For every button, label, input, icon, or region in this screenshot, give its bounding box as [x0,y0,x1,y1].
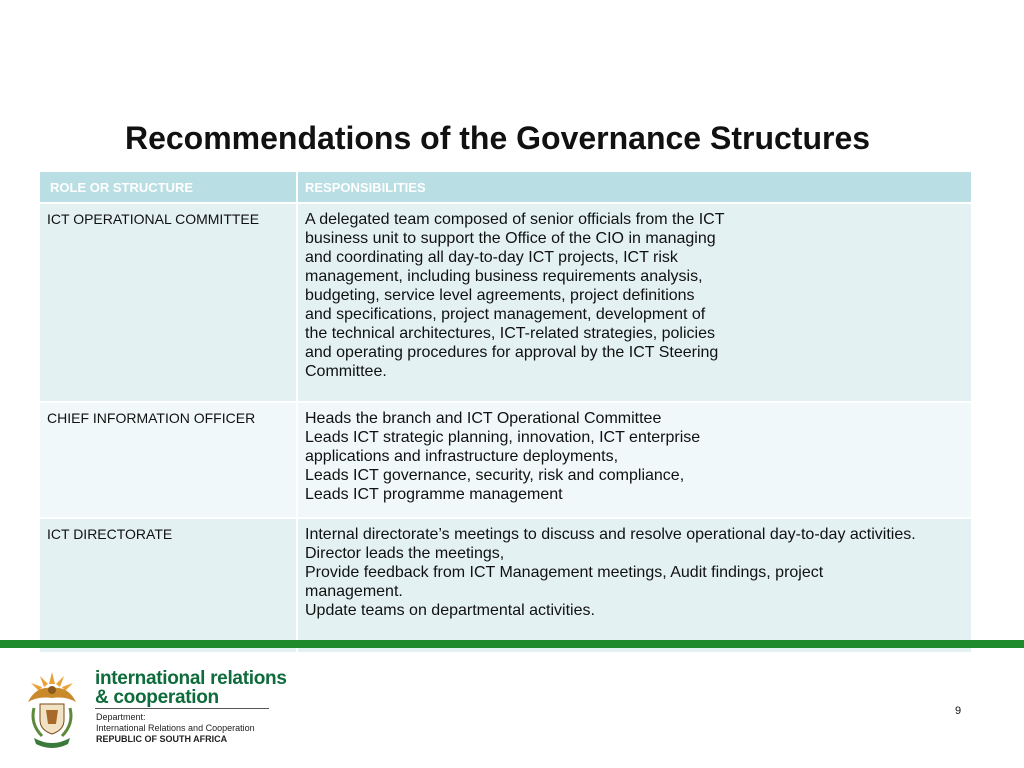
responsibilities-cell [297,402,972,518]
text-line: the technical architectures, ICT-related strategies, policies [305,325,715,342]
text-line: Provide feedback from ICT Management meetings, Audit findings, project [305,564,824,581]
department-label: Department: [96,712,146,722]
brand-name-line2: & cooperation [95,687,219,708]
brand-name-line1: international relations [95,668,287,689]
page-number: 9 [955,705,962,717]
text-line: Leads ICT governance, security, risk and compliance, [305,467,685,484]
role-cell: CHIEF INFORMATION OFFICER [40,402,297,518]
text-line: business unit to support the Office of the CIO in managing [305,230,716,247]
country-name: REPUBLIC OF SOUTH AFRICA [96,734,228,744]
text-line: Committee. [305,363,387,380]
text-line: Heads the branch and ICT Operational Committee [305,410,662,427]
role-cell: ICT DIRECTORATE [40,518,297,653]
table-row [40,518,972,653]
responsibilities-cell [297,203,972,402]
text-line: A delegated team composed of senior officials from the ICT [305,211,725,228]
text-line: management. [305,583,403,600]
footer-accent-bar [0,640,1024,648]
department-block [96,712,255,745]
slide-title: Recommendations of the Governance Structures [124,120,871,156]
text-line: and specifications, project management, development of [305,306,706,323]
text-line: Update teams on departmental activities. [305,602,595,619]
table-header-row [40,172,972,203]
text-line: and operating procedures for approval by the ICT Steering [305,344,719,361]
coat-of-arms-icon [22,668,82,752]
text-line: and coordinating all day-to-day ICT projects, ICT risk [305,249,678,266]
text-line: Leads ICT strategic planning, innovation, ICT enterprise [305,429,701,446]
brand-divider [95,708,269,709]
text-line: budgeting, service level agreements, project definitions [305,287,695,304]
text-line: Director leads the meetings, [305,545,505,562]
text-line: management, including business requirements analysis, [305,268,703,285]
governance-table [40,172,973,654]
table-row [40,203,972,402]
table-row [40,402,972,518]
header-role: ROLE OR STRUCTURE [40,172,297,203]
text-line: Internal directorate’s meetings to discuss and resolve operational day-to-day activities. [305,526,916,543]
text-line: applications and infrastructure deployments, [305,448,619,465]
text-line: Leads ICT programme management [305,486,563,503]
department-name: International Relations and Cooperation [96,723,255,733]
header-responsibilities: RESPONSIBILITIES [297,172,972,203]
role-cell: ICT OPERATIONAL COMMITTEE [40,203,297,402]
responsibilities-cell [297,518,972,653]
